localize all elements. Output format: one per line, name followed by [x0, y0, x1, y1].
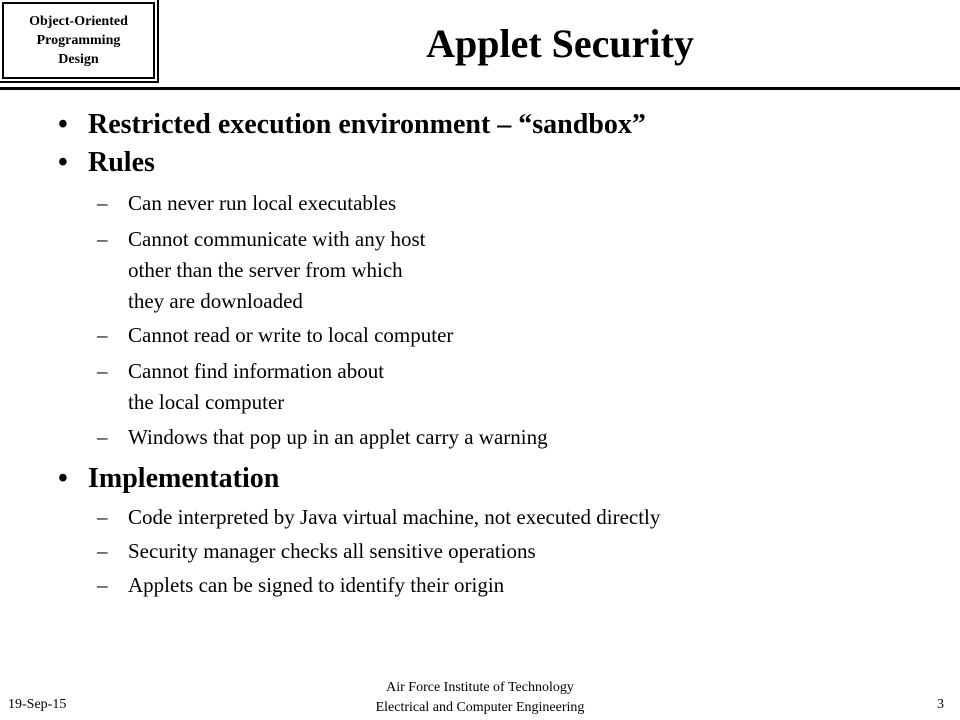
footer-institution-line: Electrical and Computer Engineering	[375, 700, 585, 715]
sub-text: Windows that pop up in an applet carry a warning	[128, 425, 548, 449]
sub-dash: –	[97, 573, 108, 597]
course-title-line: Design	[58, 52, 99, 67]
sub-dash: –	[97, 425, 108, 449]
sub-dash: –	[97, 505, 108, 529]
sub-dash: –	[97, 323, 108, 347]
slide-title: Applet Security	[426, 21, 694, 66]
sub-text: Cannot find information about	[128, 359, 385, 383]
title-divider	[0, 87, 960, 90]
sub-text-continuation: other than the server from which	[128, 258, 403, 282]
bullet-item	[58, 108, 646, 142]
course-title-line: Programming	[36, 33, 121, 48]
sub-item	[97, 188, 396, 219]
sub-text-continuation: the local computer	[128, 390, 285, 414]
page-number: 3	[937, 697, 944, 712]
footer-institution-line: Air Force Institute of Technology	[386, 680, 574, 695]
footer-date: 19-Sep-15	[8, 697, 67, 712]
bullet-text: Implementation	[88, 463, 280, 494]
sub-item	[97, 356, 384, 418]
course-title-box	[2, 2, 155, 79]
sub-text: Applets can be signed to identify their origin	[128, 573, 505, 597]
sub-item	[97, 320, 453, 351]
sub-item	[97, 502, 660, 533]
bullet-text: Rules	[88, 147, 155, 178]
course-title	[29, 12, 128, 69]
sub-item	[97, 536, 536, 567]
sub-item	[97, 224, 425, 317]
sub-text: Can never run local executables	[128, 191, 397, 215]
sub-item	[97, 422, 548, 453]
sub-text: Cannot read or write to local computer	[128, 323, 454, 347]
bullet-symbol: •	[58, 109, 68, 140]
sub-dash: –	[97, 191, 108, 215]
bullet-item	[58, 462, 279, 496]
sub-dash: –	[97, 539, 108, 563]
bullet-symbol: •	[58, 147, 68, 178]
sub-text: Code interpreted by Java virtual machine, not executed directly	[128, 505, 661, 529]
sub-dash: –	[97, 359, 108, 383]
sub-text: Security manager checks all sensitive operations	[128, 539, 536, 563]
footer-institution	[280, 678, 680, 718]
bullet-item	[58, 146, 155, 180]
course-title-line: Object-Oriented	[29, 14, 128, 29]
bullet-text: Restricted execution environment – “sandbox”	[88, 109, 646, 140]
sub-text-continuation: they are downloaded	[128, 289, 303, 313]
bullet-symbol: •	[58, 463, 68, 494]
sub-text: Cannot communicate with any host	[128, 227, 426, 251]
sub-dash: –	[97, 227, 108, 251]
sub-item	[97, 570, 504, 601]
